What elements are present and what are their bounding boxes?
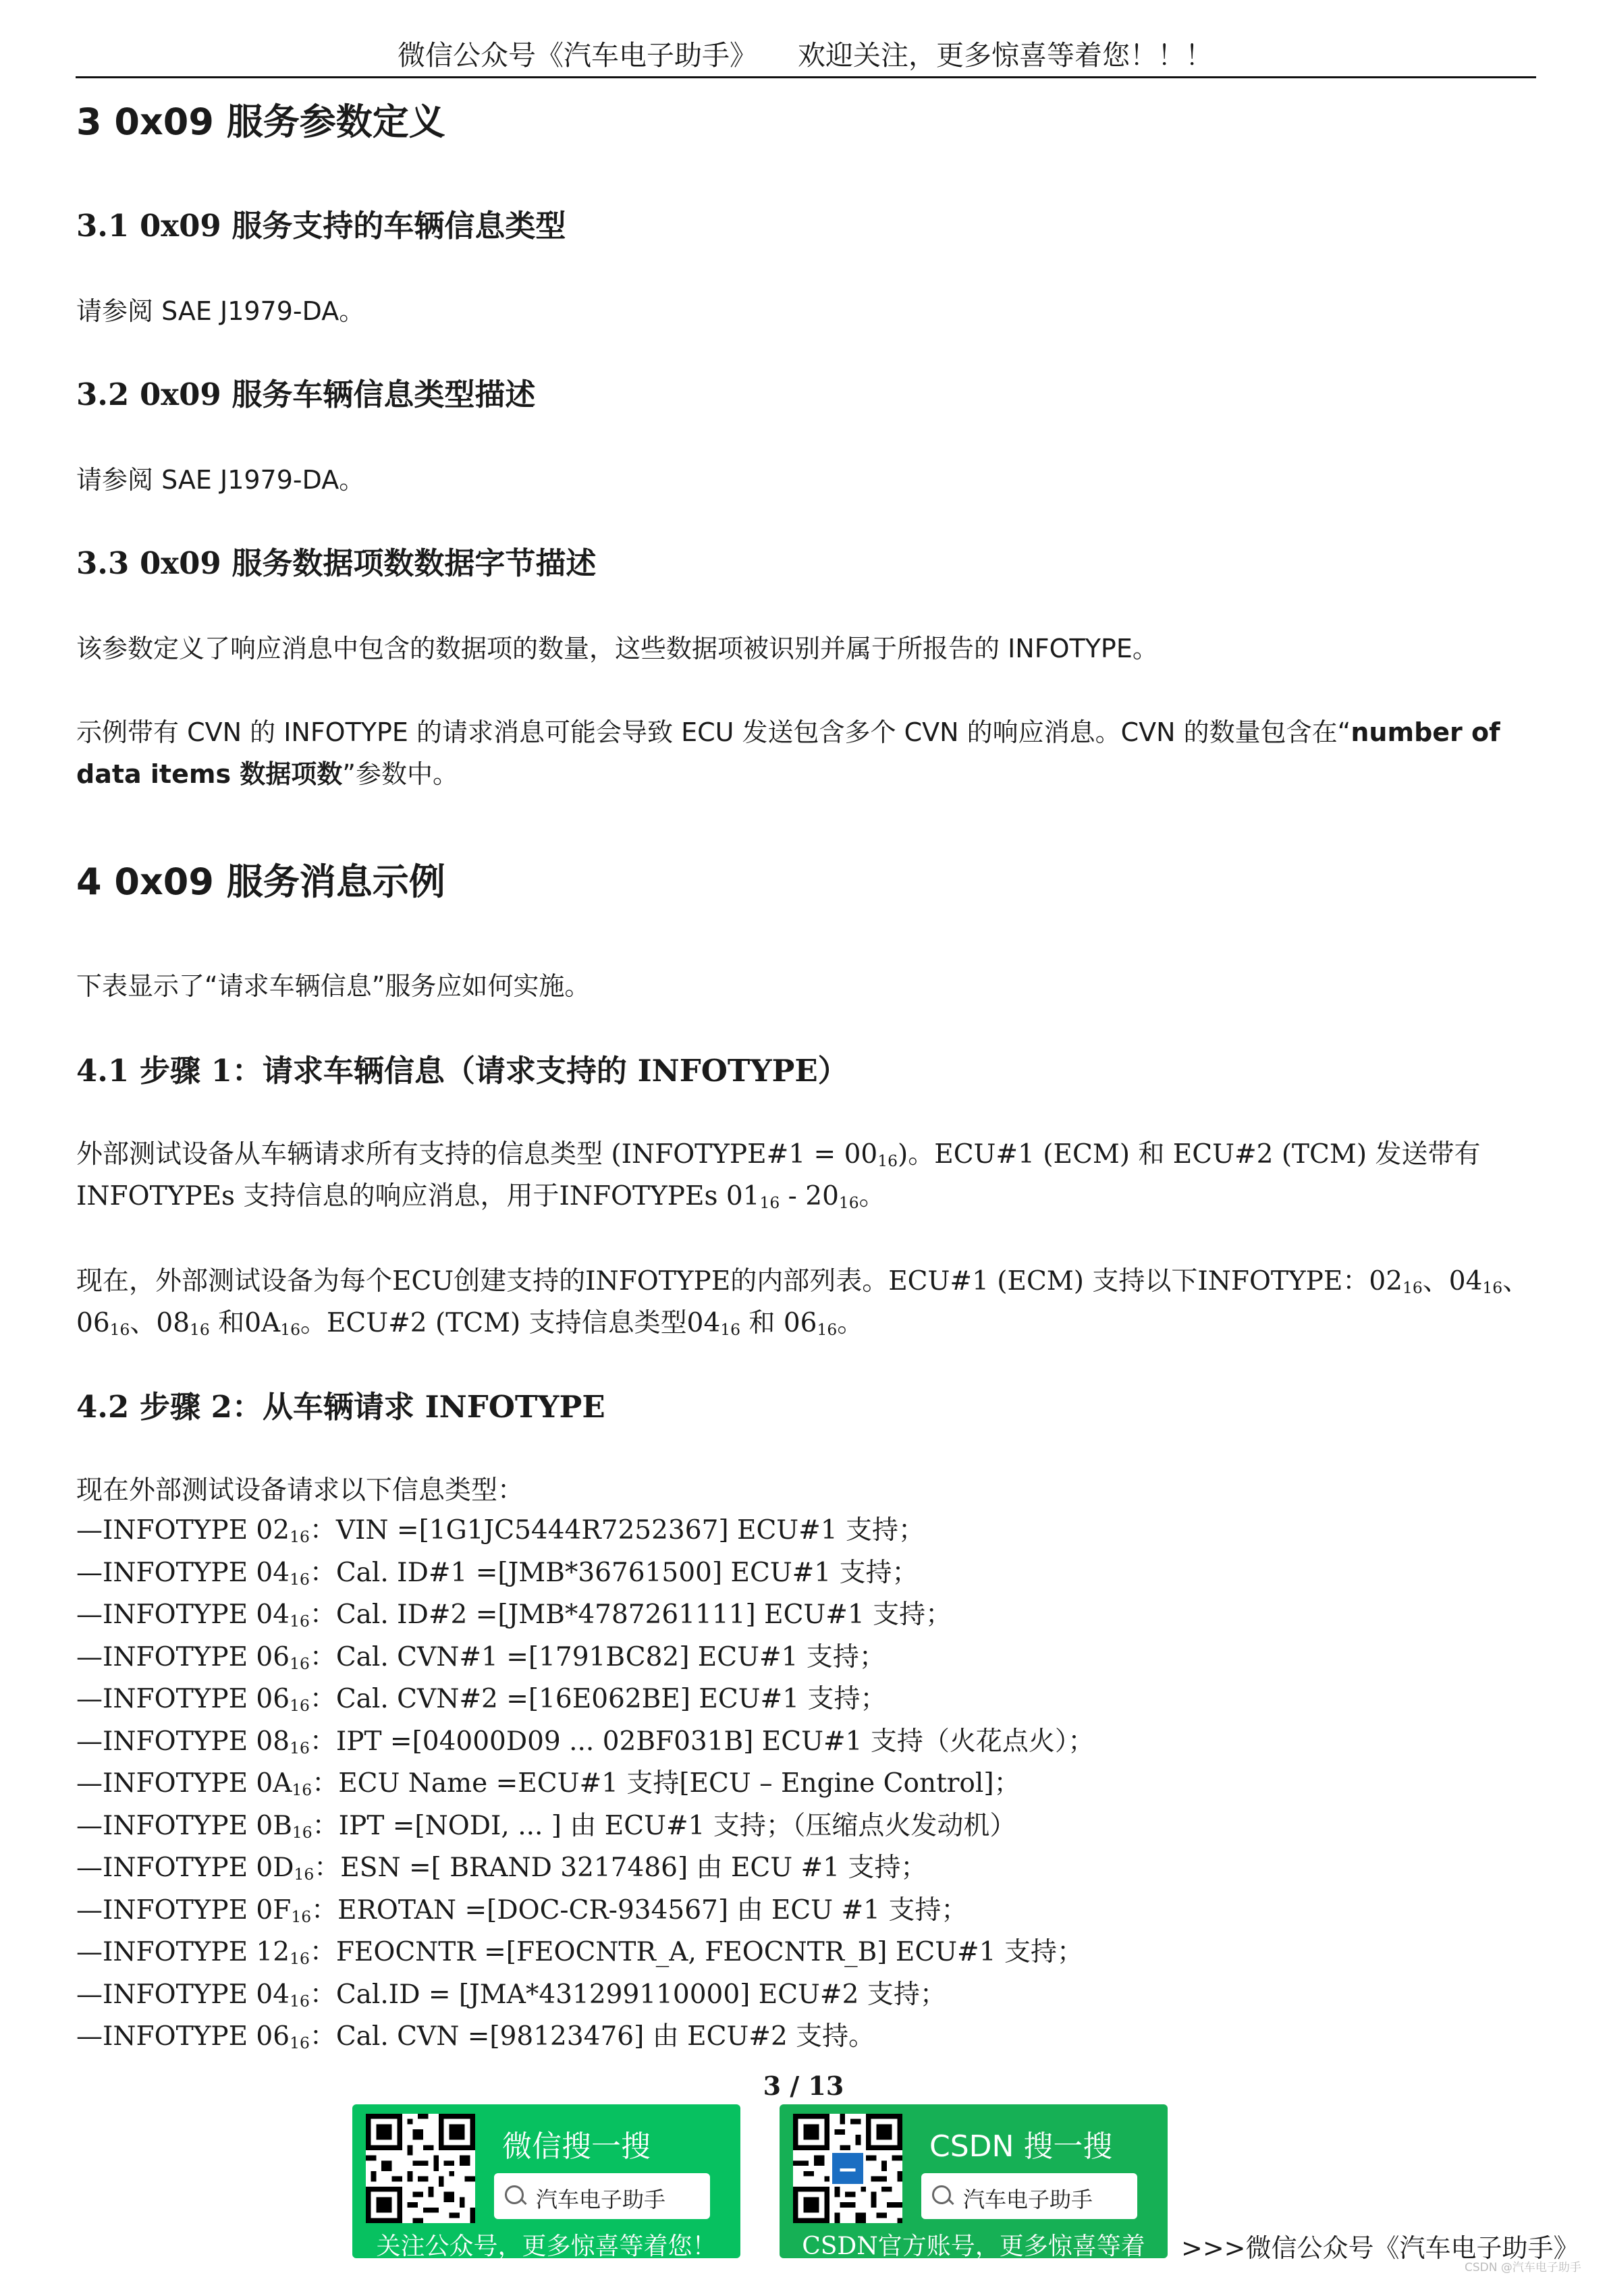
wechat-banner-title: 微信搜一搜	[502, 2129, 651, 2164]
subscript: 16	[838, 1193, 859, 1212]
csdn-search-box[interactable]	[921, 2173, 1137, 2219]
section-3-3-para-2	[76, 711, 1537, 795]
text-run: 、08	[130, 1308, 190, 1338]
search-icon	[932, 2185, 951, 2204]
section-4-1-para-2	[76, 1261, 1537, 1344]
wechat-search-banner[interactable]	[352, 2104, 740, 2258]
infotype-description: ：ECU Name =ECU#1 支持[ECU – Engine Control]；	[312, 1768, 1020, 1799]
subscript: 16	[290, 2033, 310, 2052]
subscript: 16	[190, 1320, 210, 1339]
csdn-search-banner[interactable]	[780, 2104, 1168, 2295]
infotype-list-item	[76, 1892, 967, 1930]
section-3-3-heading: 3.3 0x09 服务数据项数数据字节描述	[76, 545, 597, 581]
infotype-code: —INFOTYPE 04	[76, 1979, 290, 2010]
section-3-1-heading: 3.1 0x09 服务支持的车辆信息类型	[76, 208, 566, 244]
infotype-description: ：FEOCNTR =[FEOCNTR_A, FEOCNTR_B] ECU#1 支持；	[309, 1937, 1083, 1967]
infotype-description: ：Cal. ID#2 =[JMB*4787261111] ECU#1 支持；	[309, 1600, 952, 1630]
infotype-description: ：Cal.ID = [JMA*431299110000] ECU#2 支持；	[309, 1979, 946, 2010]
infotype-list-item	[76, 1639, 886, 1676]
text-run: 。	[837, 1308, 864, 1338]
header-right: 欢迎关注，更多惊喜等着您！！！	[798, 39, 1213, 72]
wechat-qr-code	[366, 2114, 475, 2223]
infotype-code: —INFOTYPE 06	[76, 1641, 290, 1672]
section-3-2-heading: 3.2 0x09 服务车辆信息类型描述	[76, 377, 536, 412]
subscript: 16	[817, 1320, 838, 1339]
infotype-list-item	[76, 1934, 1083, 1971]
infotype-code: —INFOTYPE 08	[76, 1726, 290, 1757]
infotype-list-item	[76, 1723, 1094, 1761]
section-4-1-heading: 4.1 步骤 1：请求车辆信息（请求支持的 INFOTYPE）	[76, 1053, 848, 1089]
text-run: 。ECU#2 (TCM) 支持信息类型04	[300, 1308, 721, 1338]
infotype-list-item	[76, 1596, 952, 1634]
subscript: 16	[1482, 1278, 1503, 1297]
infotype-list-item	[76, 2018, 875, 2056]
header-left: 微信公众号《汽车电子助手》	[398, 39, 757, 72]
section-3-2-text: 请参阅 SAE J1979-DA。	[76, 465, 365, 495]
text-run: - 20	[780, 1181, 839, 1211]
text-run: 现在，外部测试设备为每个ECU创建支持的INFOTYPE的内部列表。ECU#1 (ECM) 支持以下INFOTYPE：02	[76, 1266, 1403, 1296]
subscript: 16	[877, 1151, 898, 1170]
text-run: 。	[859, 1181, 886, 1211]
para-2-bold: number of data items 数据项数	[76, 717, 1500, 789]
wechat-search-query: 汽车电子助手	[536, 2187, 666, 2212]
infotype-list-item	[76, 1680, 886, 1718]
csdn-watermark: CSDN @汽车电子助手	[1465, 2261, 1581, 2274]
infotype-code: —INFOTYPE 0F	[76, 1894, 292, 1925]
infotype-list-item	[76, 1554, 919, 1592]
infotype-description: ：Cal. CVN#1 =[1791BC82] ECU#1 支持；	[309, 1641, 886, 1672]
subscript: 16	[290, 1696, 310, 1715]
csdn-banner-title: CSDN 搜一搜	[929, 2129, 1113, 2164]
section-3-heading: 3 0x09 服务参数定义	[76, 101, 445, 143]
infotype-description: ：EROTAN =[DOC-CR-934567] 由 ECU #1 支持；	[311, 1894, 968, 1925]
infotype-code: —INFOTYPE 12	[76, 1937, 290, 1967]
section-3-3-para-1: 该参数定义了响应消息中包含的数据项的数量，这些数据项被识别并属于所报告的 INFOTYPE。	[76, 634, 1158, 663]
infotype-code: —INFOTYPE 02	[76, 1515, 290, 1546]
subscript: 16	[290, 1738, 310, 1757]
infotype-list-item	[76, 1976, 946, 2014]
infotype-list-item	[76, 1765, 1020, 1803]
infotype-description: ：IPT =[04000D09 ... 02BF031B] ECU#1 支持（火花点火）；	[309, 1726, 1095, 1757]
wechat-banner-footer: 关注公众号，更多惊喜等着您！	[376, 2233, 717, 2260]
infotype-description: ：IPT =[NODI, ... ] 由 ECU#1 支持；（压缩点火发动机）	[312, 1810, 1016, 1841]
subscript: 16	[292, 1780, 312, 1799]
subscript: 16	[720, 1320, 741, 1339]
text-run: 06	[76, 1308, 110, 1338]
page-number: 3 / 13	[763, 2071, 844, 2101]
infotype-code: —INFOTYPE 06	[76, 1684, 290, 1714]
footer-follow-text: >>>微信公众号《汽车电子助手》	[1181, 2233, 1579, 2263]
infotype-code: —INFOTYPE 0A	[76, 1768, 292, 1799]
subscript: 16	[290, 1653, 310, 1673]
para-2-text-a: 示例带有 CVN 的 INFOTYPE 的请求消息可能会导致 ECU 发送包含多个 CVN 的响应消息。CVN 的数量包含在“	[76, 717, 1351, 747]
infotype-list-item	[76, 1807, 1016, 1845]
infotype-code: —INFOTYPE 0D	[76, 1853, 294, 1883]
infotype-code: —INFOTYPE 06	[76, 2021, 290, 2052]
infotype-description: ：Cal. CVN#2 =[16E062BE] ECU#1 支持；	[309, 1684, 887, 1714]
text-run: 、04	[1422, 1266, 1483, 1296]
csdn-banner-footer: CSDN官方账号，更多惊喜等着您！	[802, 2233, 1145, 2295]
infotype-code: —INFOTYPE 04	[76, 1600, 290, 1630]
subscript: 16	[109, 1320, 130, 1339]
infotype-list-item	[76, 1849, 927, 1887]
section-3-1-text: 请参阅 SAE J1979-DA。	[76, 296, 365, 326]
infotype-code: —INFOTYPE 04	[76, 1557, 290, 1588]
infotype-list-item	[76, 1512, 925, 1550]
subscript: 16	[290, 1569, 310, 1589]
subscript: 16	[759, 1193, 780, 1212]
text-run: )。ECU#1 (ECM) 和 ECU#2 (TCM) 发送带有	[898, 1139, 1481, 1170]
section-4-1-para-1	[76, 1134, 1537, 1218]
text-run: 、	[1502, 1266, 1529, 1296]
section-4-text: 下表显示了“请求车辆信息”服务应如何实施。	[76, 971, 591, 1001]
running-header	[74, 35, 1536, 76]
subscript: 16	[292, 1822, 312, 1842]
infotype-description: ：ESN =[ BRAND 3217486] 由 ECU #1 支持；	[314, 1853, 927, 1883]
text-run: 和 06	[740, 1308, 817, 1338]
para-2-text-b: ”参数中。	[342, 759, 458, 789]
section-4-2-heading: 4.2 步骤 2：从车辆请求 INFOTYPE	[76, 1389, 605, 1425]
csdn-qr-code	[793, 2114, 902, 2223]
infotype-code: —INFOTYPE 0B	[76, 1810, 292, 1841]
subscript: 16	[290, 1949, 310, 1968]
subscript: 16	[294, 1865, 315, 1884]
subscript: 16	[290, 1612, 310, 1631]
section-4-heading: 4 0x09 服务消息示例	[76, 860, 445, 903]
infotype-description: ：VIN =[1G1JC5444R7252367] ECU#1 支持；	[309, 1515, 925, 1546]
infotype-description: ：Cal. CVN =[98123476] 由 ECU#2 支持。	[309, 2021, 875, 2052]
text-run: 外部测试设备从车辆请求所有支持的信息类型 (INFOTYPE#1 = 00	[76, 1139, 878, 1170]
section-4-2-intro: 现在外部测试设备请求以下信息类型：	[76, 1475, 524, 1506]
subscript: 16	[1402, 1278, 1423, 1297]
subscript: 16	[291, 1907, 312, 1926]
header-rule	[76, 76, 1536, 78]
subscript: 16	[280, 1320, 300, 1339]
csdn-search-query: 汽车电子助手	[963, 2187, 1093, 2212]
search-icon	[505, 2185, 524, 2204]
text-run: INFOTYPEs 支持信息的响应消息，用于INFOTYPEs 01	[76, 1181, 760, 1211]
subscript: 16	[290, 1527, 310, 1546]
subscript: 16	[290, 1991, 310, 2011]
infotype-description: ：Cal. ID#1 =[JMB*36761500] ECU#1 支持；	[309, 1557, 919, 1588]
wechat-search-box[interactable]	[494, 2173, 710, 2219]
text-run: 和0A	[209, 1308, 281, 1338]
